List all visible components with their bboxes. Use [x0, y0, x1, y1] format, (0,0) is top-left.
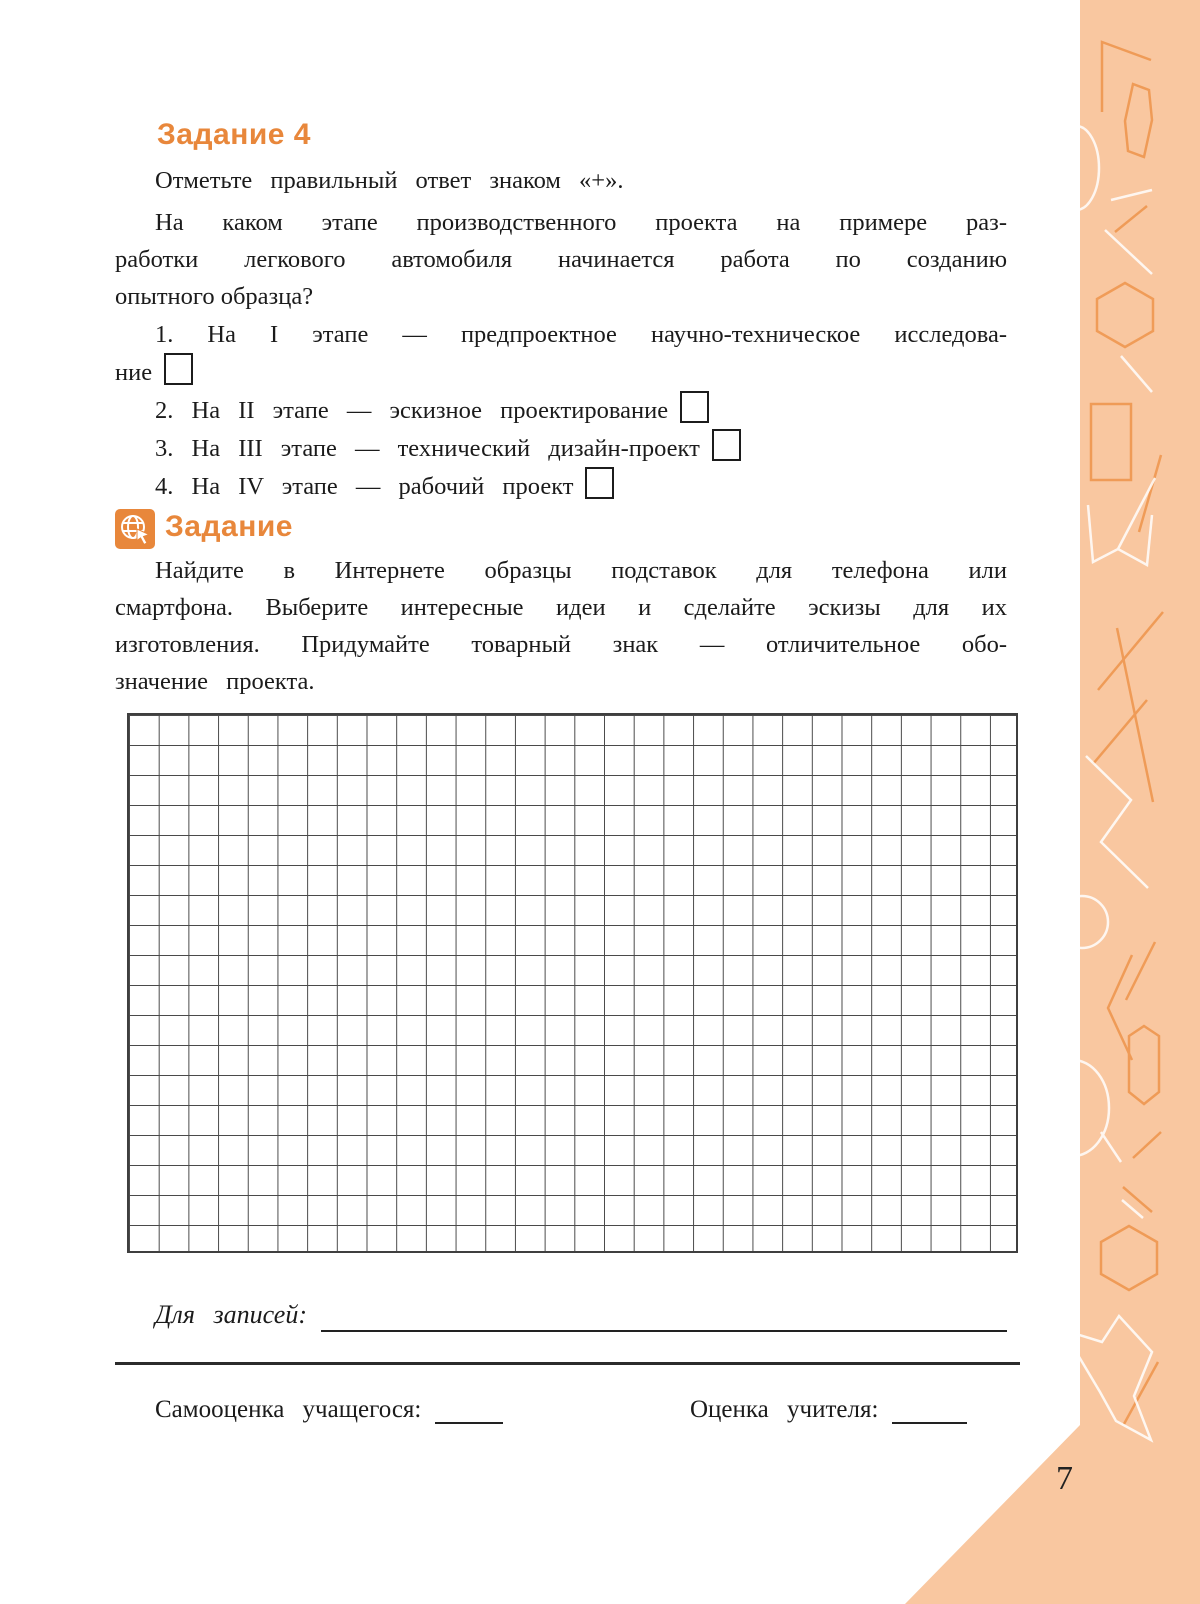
content-column — [115, 0, 1007, 1604]
task4-question — [115, 204, 1007, 315]
globe-cursor-icon — [115, 509, 155, 549]
notes-label: Для записей: — [155, 1300, 308, 1329]
task-line: Найдите в Интернете образцы подставок для телефона или — [155, 557, 1007, 584]
self-assessment-line[interactable] — [435, 1394, 503, 1424]
option-label: 1. На I этапе — предпроектное научно-техническое исследова- — [155, 321, 1007, 348]
teacher-assessment-line[interactable] — [892, 1394, 967, 1424]
question-line: опытного образца? — [115, 283, 314, 310]
teacher-assessment — [690, 1394, 967, 1424]
answer-checkbox[interactable] — [680, 391, 709, 423]
task-line: изготовления. Придумайте товарный знак — отличительное обо- — [115, 631, 1007, 658]
answer-checkbox[interactable] — [164, 353, 193, 385]
task4-heading: Задание 4 — [157, 118, 311, 151]
task-line: значение проекта. — [115, 668, 315, 695]
option-row — [115, 353, 1007, 391]
task4-intro: Отметьте правильный ответ знаком «+». — [155, 167, 624, 194]
option-label: 4. На IV этапе — рабочий проект — [155, 473, 574, 500]
internet-task-text — [115, 552, 1007, 700]
option-label: 3. На III этапе — технический дизайн-проект — [155, 435, 700, 462]
notes-row — [155, 1298, 1007, 1332]
question-line: На каком этапе производственного проекта на примере раз- — [155, 209, 1007, 236]
option-label: ние — [115, 359, 153, 386]
self-assessment — [155, 1394, 503, 1424]
option-row — [115, 316, 1007, 353]
option-row — [115, 429, 1007, 467]
option-row — [115, 467, 1007, 505]
option-row — [115, 391, 1007, 429]
question-line: работки легкового автомобиля начинается работа по созданию — [115, 246, 1007, 273]
assessment-row — [115, 1394, 1007, 1430]
divider-rule — [115, 1362, 1020, 1365]
notes-line[interactable] — [321, 1300, 1007, 1332]
internet-task-heading: Задание — [165, 510, 293, 543]
self-assessment-label: Самооценка учащегося: — [155, 1396, 422, 1423]
sketch-grid[interactable] — [127, 713, 1018, 1253]
teacher-assessment-label: Оценка учителя: — [690, 1396, 879, 1423]
page-number: 7 — [1056, 1460, 1073, 1497]
task-line: смартфона. Выберите интересные идеи и сделайте эскизы для их — [115, 594, 1007, 621]
answer-checkbox[interactable] — [585, 467, 614, 499]
answer-checkbox[interactable] — [712, 429, 741, 461]
task4-options — [115, 316, 1007, 505]
option-label: 2. На II этапе — эскизное проектирование — [155, 397, 669, 424]
